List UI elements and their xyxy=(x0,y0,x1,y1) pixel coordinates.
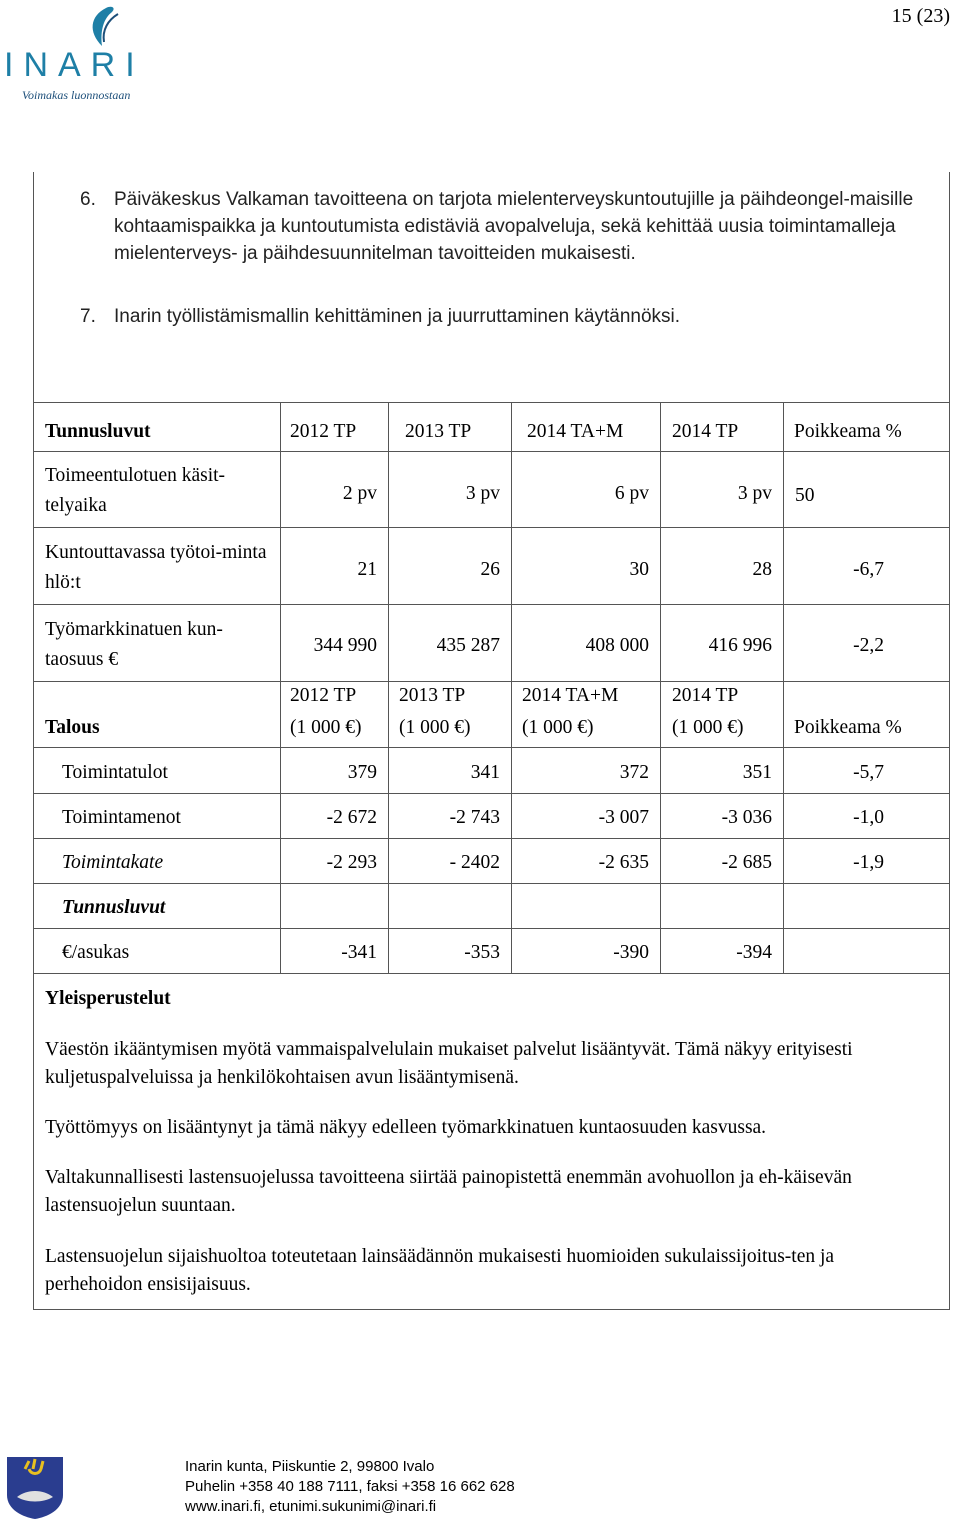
finance-col-year: 2013 TP xyxy=(399,685,466,706)
goal-item-6 xyxy=(80,186,930,267)
cell-2014-ta: 30 xyxy=(629,559,649,580)
goal-number: 7. xyxy=(80,306,96,327)
finance-col-unit: (1 000 €) xyxy=(522,717,594,738)
goal-item-7 xyxy=(80,303,930,330)
rationale-title: Yleisperustelut xyxy=(45,988,171,1009)
rationale-paragraph: Lastensuojelun sijaishuoltoa toteutetaan lainsäädännön mukaisesti huomioiden sukulaissijoitus-ten ja perhehoidon ensisijaisuus. xyxy=(45,1246,835,1295)
rationale-paragraph: Työttömyys on lisääntynyt ja tämä näkyy edelleen työmarkkinatuen kuntaosuuden kasvussa. xyxy=(45,1117,767,1138)
cell-2013: -353 xyxy=(464,942,500,963)
row-label: €/asukas xyxy=(62,942,130,963)
cell-2014-ta: -2 635 xyxy=(598,852,649,873)
cell-2014-ta: 6 pv xyxy=(614,483,649,504)
row-label: Toimintatulot xyxy=(62,762,168,783)
finance-col-year: 2014 TP xyxy=(672,685,739,706)
goal-text: Päiväkeskus Valkaman tavoitteena on tarjota mielenterveyskuntoutujille ja päihdeongel-maisille kohtaamispaikka ja kuntoutumista edistäviä avopalveluja, sekä kehittää uusia toimintamalleja mielenterveys- ja päihdesuunnitelman tavoitteiden mukaisesti. xyxy=(114,189,914,264)
header-2013-tp: 2013 TP xyxy=(405,421,472,442)
cell-2012: 379 xyxy=(347,762,377,783)
page-number: 15 (23) xyxy=(891,5,950,27)
header-poikkeama: Poikkeama % xyxy=(794,421,902,442)
rationale-paragraph: Valtakunnallisesti lastensuojelussa tavoitteena siirtää painopistettä enemmän avohuollon ja eh-käisevän lastensuojelun suuntaan. xyxy=(45,1167,852,1216)
cell-poikkeama: -6,7 xyxy=(853,559,884,580)
finance-label: Talous xyxy=(45,717,100,738)
cell-2013: 3 pv xyxy=(465,483,500,504)
rationale-paragraph: Väestön ikääntymisen myötä vammaispalvelulain mukaiset palvelut lisääntyvät. Tämä näkyy erityisesti kuljetuspalveluissa ja henkilökohtaisen avun lisääntymisenä. xyxy=(45,1039,853,1088)
finance-last: Poikkeama % xyxy=(794,717,902,738)
cell-2014-tp: 416 996 xyxy=(708,635,772,656)
finance-col-unit: (1 000 €) xyxy=(672,717,744,738)
header-tunnusluvut: Tunnusluvut xyxy=(45,421,151,442)
cell-2013: 341 xyxy=(470,762,500,783)
finance-col-year: 2014 TA+M xyxy=(522,685,619,706)
row-label: Työmarkkinatuen kun-taosuus € xyxy=(45,619,223,670)
cell-poikkeama: -5,7 xyxy=(853,762,884,783)
logo-wordmark: INARI xyxy=(4,46,145,84)
goal-number: 6. xyxy=(80,189,96,210)
cell-2012: 21 xyxy=(357,559,377,580)
finance-col-unit: (1 000 €) xyxy=(399,717,471,738)
finance-col-unit: (1 000 €) xyxy=(290,717,362,738)
cell-2014-tp: 28 xyxy=(752,559,772,580)
cell-2014-ta: 372 xyxy=(619,762,649,783)
cell-2014-tp: -394 xyxy=(736,942,772,963)
footer-phone: Puhelin +358 40 188 7111, faksi +358 16 662 628 xyxy=(185,1478,515,1495)
finance-col-year: 2012 TP xyxy=(290,685,357,706)
inari-logo xyxy=(4,2,184,106)
cell-poikkeama: -1,9 xyxy=(853,852,884,873)
footer-web: www.inari.fi, etunimi.sukunimi@inari.fi xyxy=(185,1498,437,1515)
cell-2014-tp: -3 036 xyxy=(721,807,772,828)
cell-2014-ta: -390 xyxy=(613,942,649,963)
footer xyxy=(185,1457,515,1517)
row-label: Toimeentulotuen käsit-telyaika xyxy=(45,465,226,516)
cell-2012: 344 990 xyxy=(313,635,377,656)
goal-text: Inarin työllistämismallin kehittäminen ja juurruttaminen käytännöksi. xyxy=(114,306,681,327)
cell-2012: -2 672 xyxy=(326,807,377,828)
cell-2014-ta: 408 000 xyxy=(585,635,649,656)
cell-2014-tp: 351 xyxy=(742,762,772,783)
row-label: Toimintamenot xyxy=(62,807,181,828)
cell-2013: - 2402 xyxy=(449,852,500,873)
row-label: Kuntouttavassa työtoi-minta hlö:t xyxy=(45,542,267,593)
cell-2012: 2 pv xyxy=(342,483,377,504)
cell-poikkeama: -2,2 xyxy=(853,635,884,656)
cell-2013: -2 743 xyxy=(449,807,500,828)
cell-2012: -341 xyxy=(341,942,377,963)
header-2014-ta-m: 2014 TA+M xyxy=(527,421,624,442)
cell-2014-ta: -3 007 xyxy=(598,807,649,828)
cell-2013: 26 xyxy=(480,559,500,580)
header-2012-tp: 2012 TP xyxy=(290,421,357,442)
cell-2014-tp: -2 685 xyxy=(721,852,772,873)
cell-2012: -2 293 xyxy=(326,852,377,873)
cell-poikkeama: 50 xyxy=(795,485,815,506)
logo-swirl-icon xyxy=(82,2,122,48)
coat-of-arms-icon xyxy=(5,1455,65,1520)
header-2014-tp: 2014 TP xyxy=(672,421,739,442)
cell-2013: 435 287 xyxy=(436,635,500,656)
cell-2014-tp: 3 pv xyxy=(737,483,772,504)
footer-address: Inarin kunta, Piiskuntie 2, 99800 Ivalo xyxy=(185,1458,435,1475)
cell-poikkeama: -1,0 xyxy=(853,807,884,828)
row-label: Toimintakate xyxy=(62,852,164,873)
logo-slogan: Voimakas luonnostaan xyxy=(22,88,131,102)
sub-title: Tunnusluvut xyxy=(62,897,166,918)
